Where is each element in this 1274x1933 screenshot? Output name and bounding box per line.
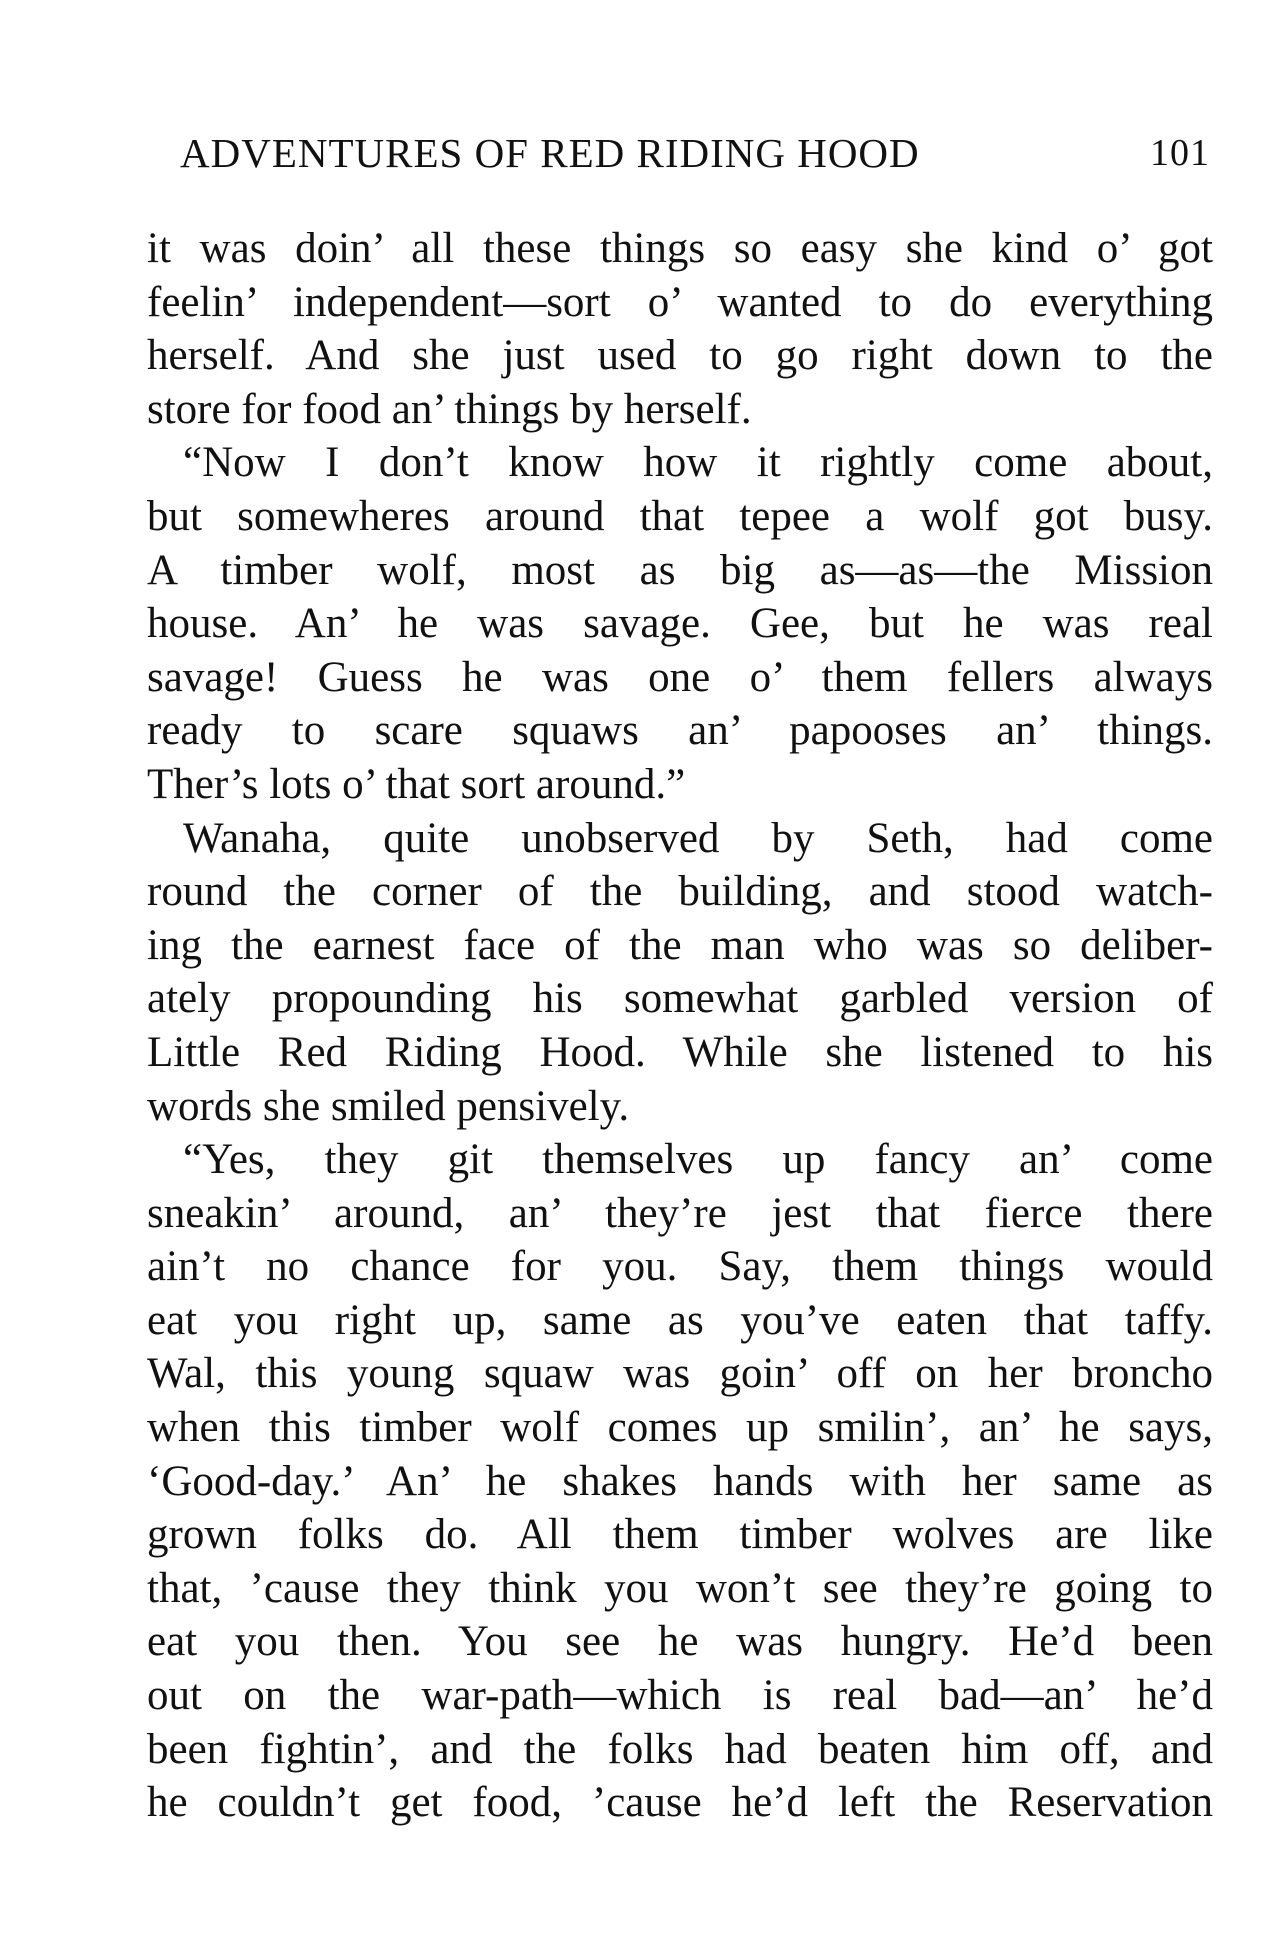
paragraph-3 <box>147 812 1213 1134</box>
paragraph-1 <box>147 222 1213 436</box>
body-text <box>147 222 1213 1830</box>
text-line: savage! Guess he was one o’ them fellers always <box>147 653 1213 701</box>
text-line: feelin’ independent—sort o’ wanted to do everything <box>147 278 1213 326</box>
text-line: but somewheres around that tepee a wolf got busy. <box>147 492 1213 540</box>
text-line: it was doin’ all these things so easy she kind o’ got <box>147 225 1213 272</box>
text-line: house. An’ he was savage. Gee, but he was real <box>147 600 1213 648</box>
running-head <box>180 128 1210 178</box>
text-line: store for food an’ things by herself. <box>147 385 752 433</box>
paragraph-2 <box>147 436 1213 811</box>
text-line: Wanaha, quite unobserved by Seth, had come <box>183 814 1213 862</box>
text-line: grown folks do. All them timber wolves are like <box>147 1511 1213 1559</box>
text-line: he couldn’t get food, ’cause he’d left the Reservation <box>147 1779 1213 1827</box>
text-line: when this timber wolf comes up smilin’, an’ he says, <box>147 1404 1213 1452</box>
running-head-title: ADVENTURES OF RED RIDING HOOD <box>180 130 920 176</box>
text-line: round the corner of the building, and stood watch- <box>147 868 1213 916</box>
text-line: “Now I don’t know how it rightly come about, <box>183 439 1213 487</box>
text-line: eat you right up, same as you’ve eaten that taffy. <box>147 1296 1213 1344</box>
text-line: been fightin’, and the folks had beaten him off, and <box>147 1725 1213 1773</box>
text-line: ing the earnest face of the man who was so deliber- <box>147 921 1213 969</box>
text-line: A timber wolf, most as big as—as—the Mission <box>147 546 1213 594</box>
text-line: ready to scare squaws an’ papooses an’ things. <box>147 707 1213 755</box>
text-line: Little Red Riding Hood. While she listened to his <box>147 1028 1213 1076</box>
text-line: ‘Good-day.’ An’ he shakes hands with her same as <box>147 1457 1213 1505</box>
text-line: sneakin’ around, an’ they’re jest that fierce there <box>147 1189 1213 1237</box>
text-line: ain’t no chance for you. Say, them things would <box>147 1243 1213 1291</box>
text-line: ately propounding his somewhat garbled version of <box>147 975 1213 1023</box>
text-line: eat you then. You see he was hungry. He’d been <box>147 1618 1213 1666</box>
text-line: Wal, this young squaw was goin’ off on her broncho <box>147 1350 1213 1398</box>
text-line: out on the war-path—which is real bad—an’ he’d <box>147 1672 1213 1720</box>
text-line: that, ’cause they think you won’t see they’re going to <box>147 1564 1213 1612</box>
text-line: words she smiled pensively. <box>147 1082 630 1130</box>
text-line: herself. And she just used to go right down to the <box>147 332 1213 380</box>
paragraph-4 <box>147 1133 1213 1830</box>
text-line: Ther’s lots o’ that sort around.” <box>147 760 686 808</box>
page-number: 101 <box>1150 132 1210 174</box>
text-line: “Yes, they git themselves up fancy an’ come <box>183 1136 1213 1184</box>
